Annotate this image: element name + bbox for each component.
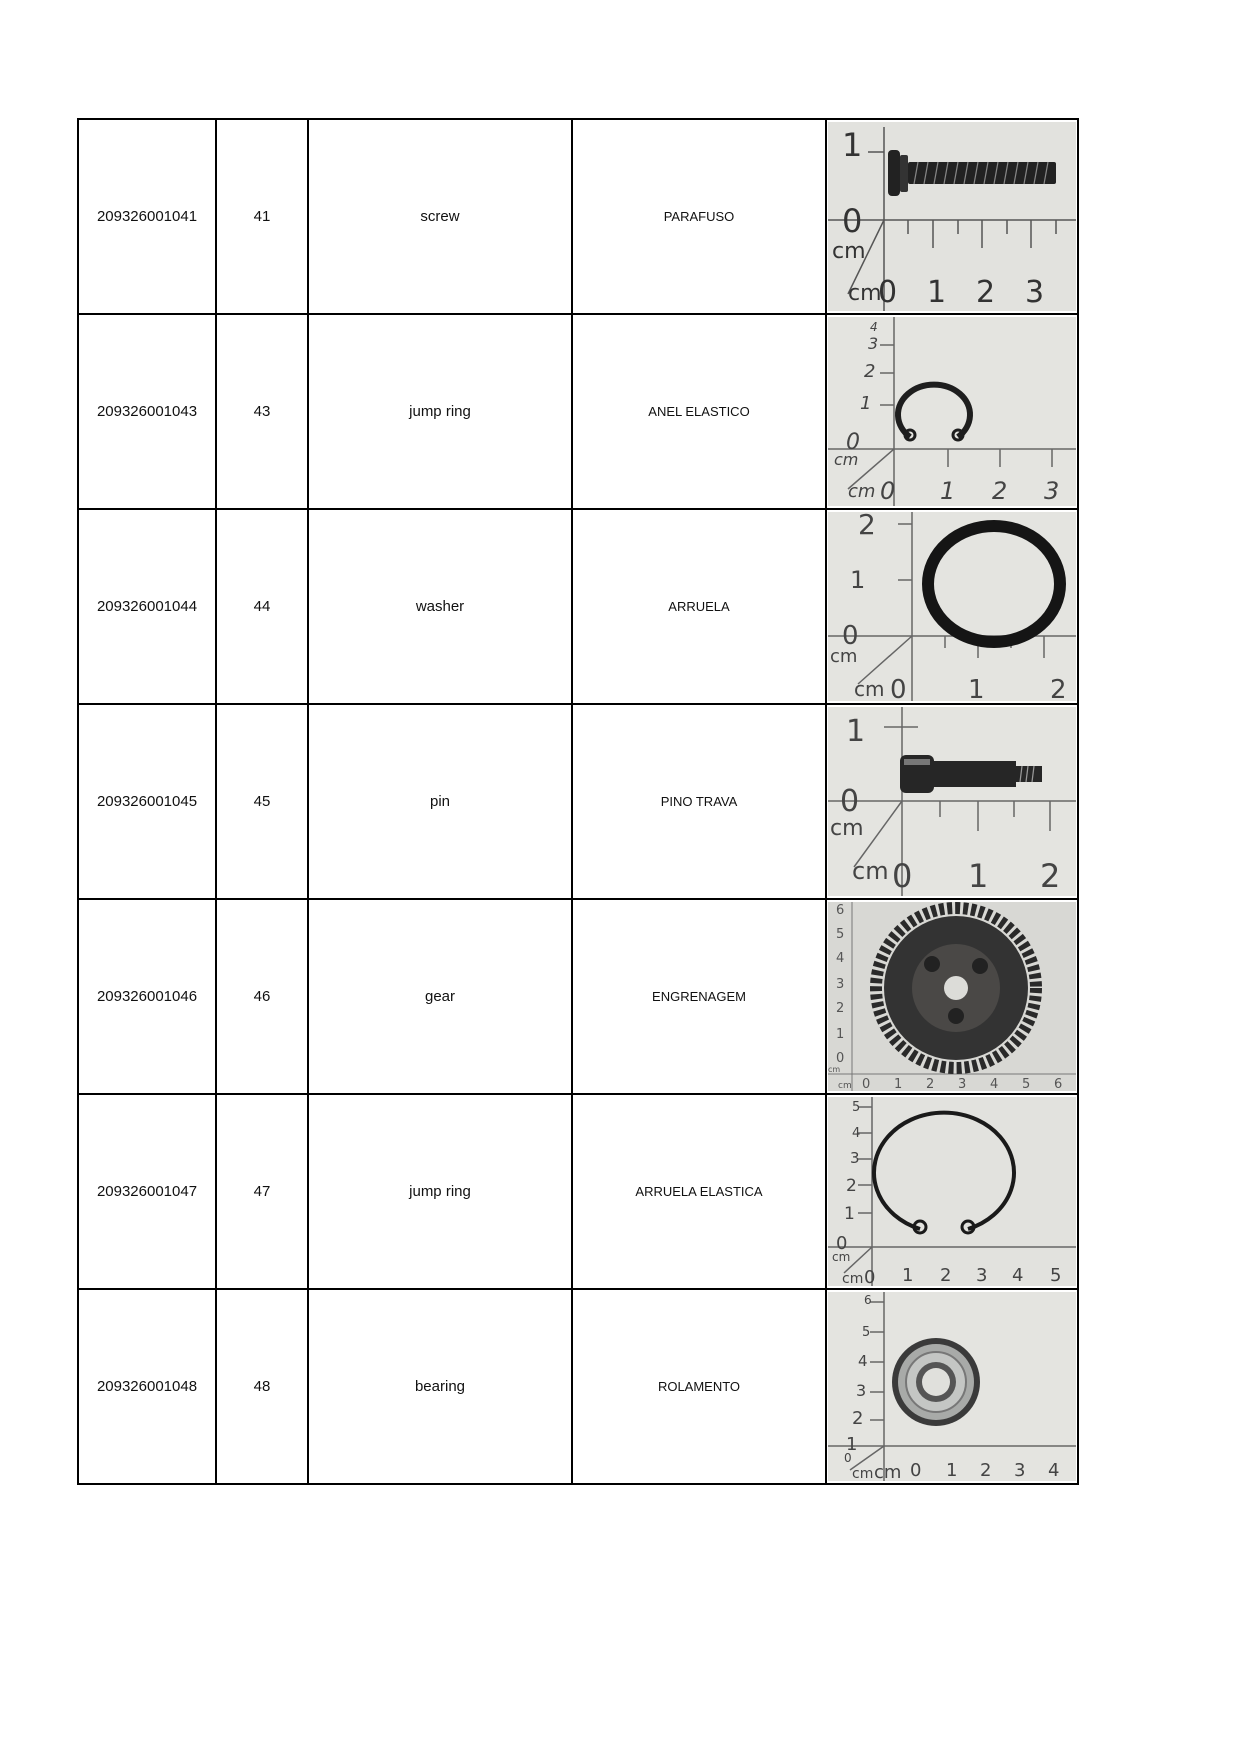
parts-table (77, 118, 1079, 1485)
part-code: 209326001043 (78, 314, 216, 509)
jump-ring-photo (828, 317, 1076, 506)
ruler-label: 1 (902, 1265, 914, 1286)
ruler-label: 0 (846, 430, 860, 455)
ruler-label: 2 (836, 1001, 845, 1016)
ruler-label: 0 (878, 275, 898, 310)
ruler-label: 2 (852, 1408, 864, 1429)
ruler-label: 1 (968, 857, 989, 895)
item-number: 46 (216, 899, 308, 1094)
part-name: screw (308, 119, 572, 314)
table-row (78, 704, 1078, 899)
ruler-label: cm (852, 857, 889, 885)
ruler-label: 3 (856, 1381, 867, 1400)
ruler-label: 5 (852, 1100, 861, 1115)
ruler-label: 1 (836, 1027, 845, 1042)
ruler-label: cm (828, 1065, 841, 1074)
item-number: 41 (216, 119, 308, 314)
part-code: 209326001046 (78, 899, 216, 1094)
ruler-label: cm (852, 1466, 874, 1481)
item-number: 43 (216, 314, 308, 509)
table-row (78, 899, 1078, 1094)
ruler-label: 5 (1050, 1265, 1062, 1286)
ruler-label: cm (830, 646, 858, 667)
ruler-label: cm (842, 1271, 864, 1286)
ruler-label: 2 (980, 1460, 992, 1481)
ruler-label: 2 (846, 1176, 857, 1196)
ruler-label: 3 (850, 1149, 860, 1167)
part-name-pt: PINO TRAVA (572, 704, 826, 899)
ruler-label: 6 (836, 903, 845, 918)
ruler-label: 3 (958, 1077, 967, 1091)
ruler-label: 1 (968, 675, 985, 701)
ruler-label: cm (830, 816, 864, 841)
part-code: 209326001045 (78, 704, 216, 899)
ruler-label: 1 (844, 1204, 855, 1224)
part-photo-cell (826, 1094, 1078, 1289)
item-number: 47 (216, 1094, 308, 1289)
ruler-label: cm (854, 677, 885, 701)
screw-photo (828, 122, 1076, 311)
ruler-label: 5 (836, 927, 845, 942)
ruler-label: 0 (842, 202, 863, 240)
part-name-pt: PARAFUSO (572, 119, 826, 314)
ruler-label: 3 (976, 1265, 988, 1286)
ruler-label: 5 (1022, 1077, 1031, 1091)
part-name-pt: ARRUELA ELASTICA (572, 1094, 826, 1289)
part-photo-cell (826, 1289, 1078, 1484)
item-number: 48 (216, 1289, 308, 1484)
table-row (78, 1289, 1078, 1484)
ruler-label: 1 (846, 714, 866, 749)
ruler-label: cm (874, 1462, 902, 1481)
ruler-label: 4 (1012, 1265, 1024, 1286)
ruler-label: 0 (890, 675, 907, 701)
ruler-label: 2 (1040, 857, 1061, 895)
part-photo-cell (826, 119, 1078, 314)
ruler-label: cm (832, 1250, 851, 1264)
ruler-label: 1 (846, 1434, 858, 1455)
ruler-label: 3 (1025, 275, 1045, 310)
ruler-label: 0 (910, 1460, 922, 1481)
ruler-label: 5 (862, 1325, 871, 1340)
ruler-label: 2 (992, 477, 1008, 505)
table-row (78, 119, 1078, 314)
pin-photo (828, 707, 1076, 896)
ruler-label: 3 (868, 334, 879, 353)
item-number: 44 (216, 509, 308, 704)
ruler-label: 1 (940, 477, 956, 505)
ruler-label: 1 (850, 566, 866, 594)
item-number: 45 (216, 704, 308, 899)
ruler-label: 0 (836, 1233, 848, 1254)
part-name: jump ring (308, 314, 572, 509)
part-name-pt: ARRUELA (572, 509, 826, 704)
part-name: washer (308, 509, 572, 704)
ruler-label: 2 (940, 1265, 952, 1286)
part-name-pt: ENGRENAGEM (572, 899, 826, 1094)
ruler-label: 2 (864, 361, 876, 382)
gear-photo (828, 902, 1076, 1091)
ruler-label: 1 (860, 393, 872, 414)
ruler-label: 2 (1050, 675, 1067, 701)
ruler-label: 0 (840, 784, 860, 819)
ruler-label: 1 (842, 126, 863, 164)
part-photo-cell (826, 704, 1078, 899)
table-row (78, 1094, 1078, 1289)
ruler-label: 1 (927, 275, 947, 310)
ruler-label: 3 (836, 977, 845, 992)
table-row (78, 314, 1078, 509)
ruler-label: cm (834, 450, 859, 469)
part-photo-cell (826, 509, 1078, 704)
ruler-label: 0 (864, 1267, 876, 1286)
ruler-label: cm (832, 239, 866, 264)
part-name: pin (308, 704, 572, 899)
part-code: 209326001041 (78, 119, 216, 314)
part-name: bearing (308, 1289, 572, 1484)
ruler-label: 4 (990, 1077, 999, 1091)
bearing-photo (828, 1292, 1076, 1481)
ruler-label: 1 (946, 1460, 958, 1481)
ruler-label: 0 (836, 1051, 845, 1066)
part-photo-cell (826, 899, 1078, 1094)
ruler-label: 4 (836, 951, 845, 966)
part-code: 209326001044 (78, 509, 216, 704)
jump-ring-photo (828, 1097, 1076, 1286)
part-name: jump ring (308, 1094, 572, 1289)
table-row (78, 509, 1078, 704)
ruler-label: 3 (1044, 477, 1060, 505)
ruler-label: 4 (852, 1126, 861, 1141)
ruler-label: 2 (976, 275, 996, 310)
part-photo-cell (826, 314, 1078, 509)
part-code: 209326001048 (78, 1289, 216, 1484)
part-name: gear (308, 899, 572, 1094)
ruler-label: 2 (858, 512, 876, 541)
ruler-label: 6 (1054, 1077, 1063, 1091)
ruler-label: 0 (892, 857, 913, 895)
ruler-label: 4 (858, 1352, 868, 1370)
ruler-label: 2 (926, 1077, 935, 1091)
ruler-label: 0 (842, 621, 859, 651)
part-name-pt: ROLAMENTO (572, 1289, 826, 1484)
ruler-label: 3 (1014, 1460, 1026, 1481)
washer-photo (828, 512, 1076, 701)
ruler-label: 0 (862, 1077, 871, 1091)
ruler-label: 0 (844, 1451, 852, 1465)
ruler-label: 6 (864, 1293, 872, 1307)
ruler-label: 4 (870, 320, 878, 334)
ruler-label: 1 (894, 1077, 903, 1091)
ruler-label: 4 (1048, 1460, 1060, 1481)
part-name-pt: ANEL ELASTICO (572, 314, 826, 509)
ruler-label: 0 (880, 477, 896, 505)
part-code: 209326001047 (78, 1094, 216, 1289)
ruler-label: cm (848, 481, 876, 502)
ruler-label: cm (848, 281, 882, 306)
ruler-label: cm (838, 1081, 852, 1091)
